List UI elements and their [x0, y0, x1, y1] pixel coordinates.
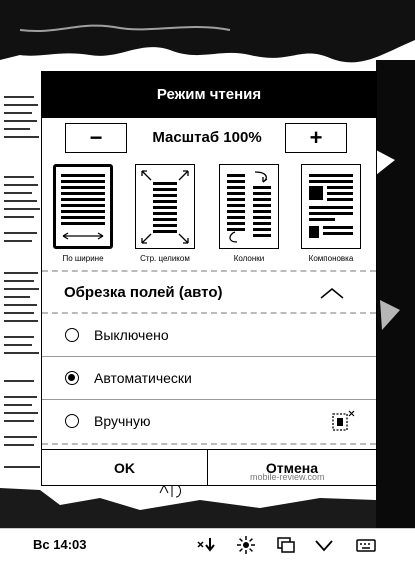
crop-option-manual[interactable] [42, 400, 376, 443]
brightness-icon[interactable] [236, 535, 256, 555]
layout-mode-list [42, 162, 376, 270]
mode-layout[interactable] [296, 164, 366, 263]
radio-button-selected[interactable] [65, 371, 79, 385]
radio-button[interactable] [65, 328, 79, 342]
mode-label: По ширине [62, 254, 104, 263]
option-label: Автоматически [94, 370, 192, 386]
wifi-download-icon[interactable] [196, 535, 216, 555]
dialog-buttons [42, 449, 376, 486]
mode-label: Колонки [233, 254, 265, 263]
columns-icon [219, 164, 279, 249]
crop-section-header[interactable] [42, 270, 376, 314]
mode-label: Стр. целиком [140, 254, 190, 263]
pages-icon[interactable] [276, 535, 296, 555]
chevron-up-icon[interactable] [319, 286, 345, 300]
watermark: mobile-review.com [250, 472, 325, 482]
reading-mode-dialog [42, 72, 376, 485]
mode-columns[interactable] [214, 164, 284, 263]
crop-option-auto[interactable] [42, 357, 376, 400]
crop-title: Обрезка полей (авто) [64, 284, 223, 301]
ok-button[interactable]: OK [114, 460, 135, 476]
whole-page-icon [135, 164, 195, 249]
zoom-out-button[interactable]: − [65, 123, 127, 153]
dialog-title: Режим чтения [42, 72, 376, 118]
mode-fit-width[interactable] [48, 164, 118, 263]
manual-crop-icon[interactable] [330, 408, 356, 434]
status-bar [0, 528, 415, 561]
cancel-button[interactable]: Отмена [265, 460, 319, 476]
chevron-down-icon[interactable] [314, 535, 334, 555]
crop-option-off[interactable] [42, 314, 376, 357]
layout-icon [301, 164, 361, 249]
mode-label: Компоновка [308, 254, 354, 263]
clock: Вс 14:03 [33, 537, 87, 552]
keyboard-icon[interactable] [356, 535, 376, 555]
fit-width-icon [53, 164, 113, 249]
zoom-label: Масштаб 100% [152, 129, 262, 146]
option-label: Выключено [94, 327, 169, 343]
zoom-in-button[interactable]: + [285, 123, 347, 153]
mode-whole-page[interactable] [130, 164, 200, 263]
zoom-row [42, 118, 376, 162]
option-label: Вручную [94, 413, 151, 429]
radio-button[interactable] [65, 414, 79, 428]
